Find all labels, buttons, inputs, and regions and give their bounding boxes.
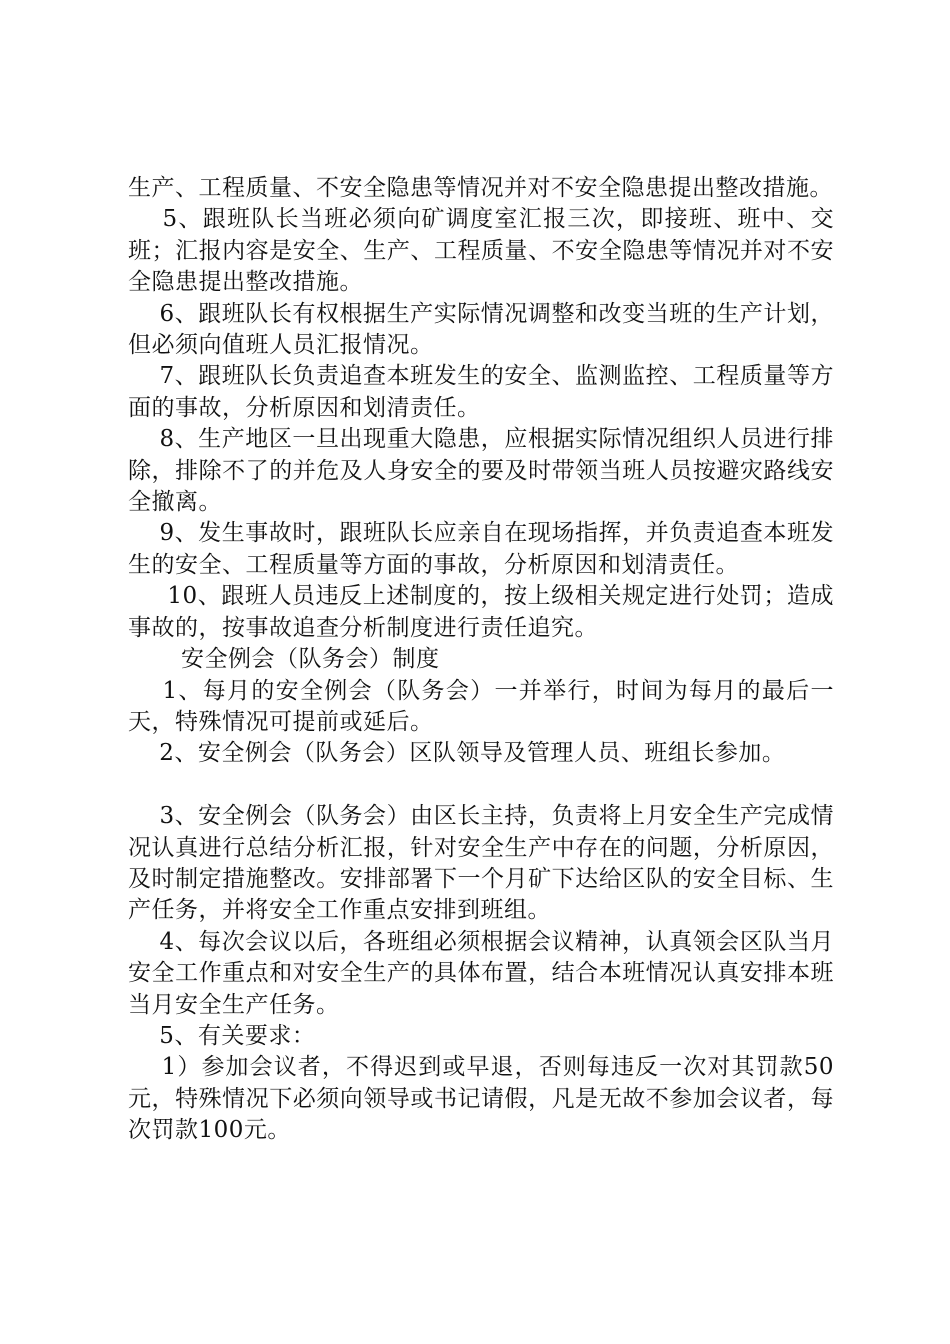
paragraph-gap (128, 770, 834, 801)
section-subitem-1: 1）参加会议者，不得迟到或早退，否则每违反一次对其罚款50元，特殊情况下必须向领导或书记请假，凡是无故不参加会议者，每次罚款100元。 (128, 1054, 835, 1144)
section-item-2: 2、安全例会（队务会）区队领导及管理人员、班组长参加。 (128, 740, 786, 767)
paragraph-item-8: 8、生产地区一旦出现重大隐患，应根据实际情况组织人员进行排除，排除不了的并危及人身安全的要及时带领当班人员按避灾路线安全撤离。 (128, 426, 834, 516)
section-heading: 安全例会（队务会）制度 (181, 646, 440, 673)
paragraph-item-7: 7、跟班队长负责追查本班发生的安全、监测监控、工程质量等方面的事故，分析原因和划清责任。 (128, 363, 834, 421)
paragraph-item-6: 6、跟班队长有权根据生产实际情况调整和改变当班的生产计划，但必须向值班人员汇报情况。 (128, 300, 834, 359)
section-item-5: 5、有关要求： (128, 1022, 316, 1049)
paragraph-item-9: 9、发生事故时，跟班队长应亲自在现场指挥，并负责追查本班发生的安全、工程质量等方面的事故，分析原因和划清责任。 (128, 520, 834, 578)
paragraph-item-10: 10、跟班人员违反上述制度的，按上级相关规定进行处罚；造成事故的，按事故追查分析制度进行责任追究。 (128, 583, 834, 641)
section-item-4: 4、每次会议以后，各班组必须根据会议精神，认真领会区队当月安全工作重点和对安全生产的具体布置，结合本班情况认真安排本班当月安全生产任务。 (128, 928, 834, 1018)
section-item-1: 1、每月的安全例会（队务会）一并举行，时间为每月的最后一天，特殊情况可提前或延后。 (128, 677, 834, 735)
section-item-3: 3、安全例会（队务会）由区长主持，负责将上月安全生产完成情况认真进行总结分析汇报，针对安全生产中存在的问题，分析原因，及时制定措施整改。安排部署下一个月矿下达给区队的安全目标、生产任务，并将安全工作重点安排到班组。 (128, 803, 834, 924)
paragraph-continuation: 生产、工程质量、不安全隐患等情况并对不安全隐患提出整改措施。 (128, 175, 833, 201)
paragraph-item-5: 5、跟班队长当班必须向矿调度室汇报三次，即接班、班中、交班；汇报内容是安全、生产、工程质量、不安全隐患等情况并对不安全隐患提出整改措施。 (128, 206, 834, 296)
document-body (128, 173, 834, 1147)
